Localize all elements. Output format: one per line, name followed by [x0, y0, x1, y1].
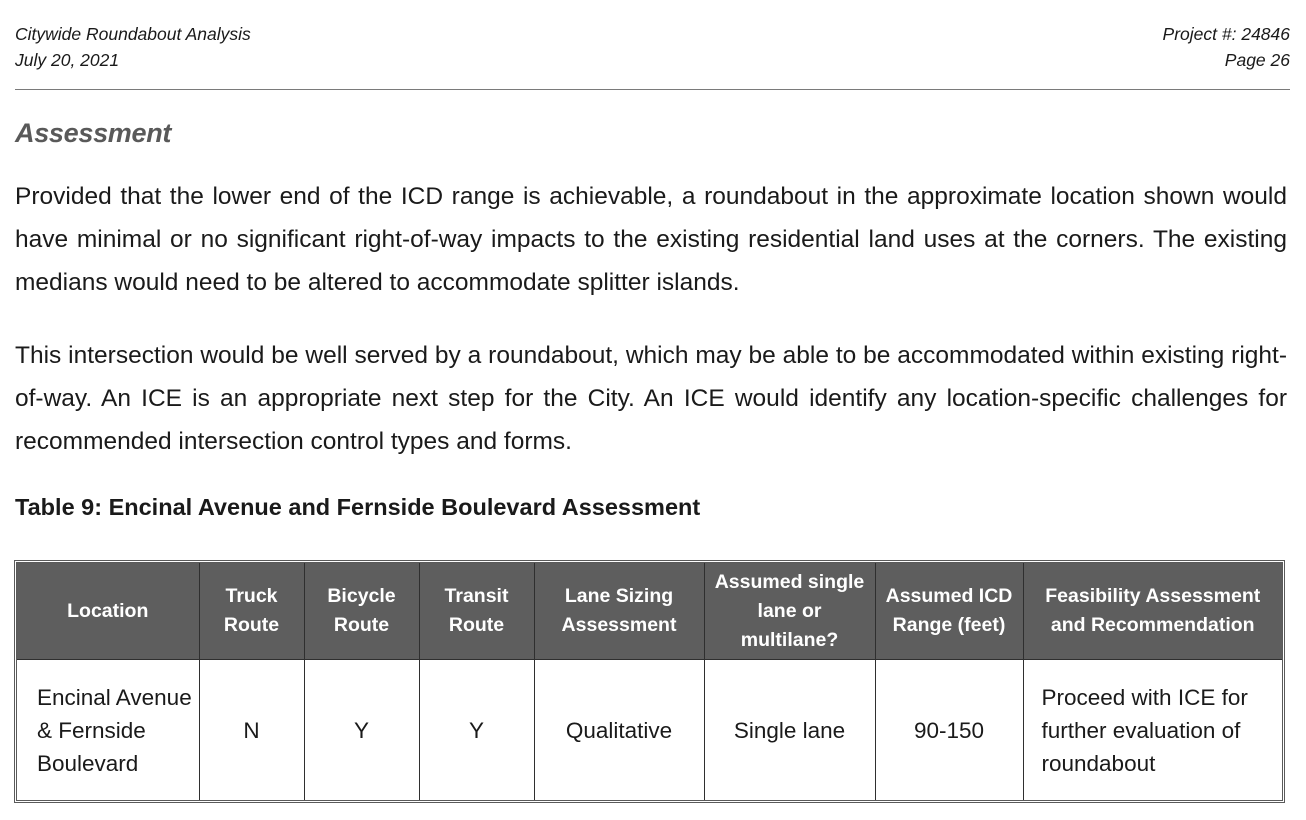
assessment-table: [14, 560, 1285, 803]
page-number: Page 26: [1224, 50, 1290, 70]
col-header-icd-range: Assumed ICD Range (feet): [875, 563, 1023, 660]
table-header-row: [17, 563, 1282, 660]
table-caption: Table 9: Encinal Avenue and Fernside Boulevard Assessment: [15, 494, 701, 520]
col-header-location: Location: [17, 563, 199, 660]
header-left: [15, 21, 251, 73]
col-header-truck-route: Truck Route: [199, 563, 304, 660]
page-header: [15, 21, 1290, 90]
header-right: [1163, 21, 1290, 73]
cell-truck-route: N: [199, 660, 304, 801]
col-header-bicycle-route: Bicycle Route: [304, 563, 419, 660]
paragraph-impacts: Provided that the lower end of the ICD range is achievable, a roundabout in the approximate location shown would have minimal or no significant right-of-way impacts to the existing residential land uses at the corners. The existing medians would need to be altered to accommodate splitter islands.: [15, 183, 1287, 296]
col-header-transit-route: Transit Route: [419, 563, 534, 660]
cell-bicycle-route: Y: [304, 660, 419, 801]
paragraph-recommendation: This intersection would be well served by a roundabout, which may be able to be accommodated within existing right-of-way. An ICE is an appropriate next step for the City. An ICE would identify any location-specific challenges for recommended intersection control types and forms.: [15, 342, 1287, 455]
project-number: Project #: 24846: [1162, 24, 1290, 44]
section-title: Assessment: [15, 118, 172, 148]
col-header-lanes: Assumed single lane or multilane?: [704, 563, 875, 660]
cell-feasibility: Proceed with ICE for further evaluation of roundabout: [1023, 660, 1282, 801]
col-header-lane-sizing: Lane Sizing Assessment: [534, 563, 704, 660]
cell-transit-route: Y: [419, 660, 534, 801]
cell-lanes: Single lane: [704, 660, 875, 801]
table-row: [17, 660, 1282, 801]
col-header-feasibility: Feasibility Assessment and Recommendation: [1023, 563, 1282, 660]
report-date: July 20, 2021: [15, 50, 120, 70]
report-title: Citywide Roundabout Analysis: [15, 24, 251, 44]
cell-lane-sizing: Qualitative: [534, 660, 704, 801]
cell-icd-range: 90-150: [875, 660, 1023, 801]
cell-location: Encinal Avenue & Fernside Boulevard: [17, 660, 199, 801]
